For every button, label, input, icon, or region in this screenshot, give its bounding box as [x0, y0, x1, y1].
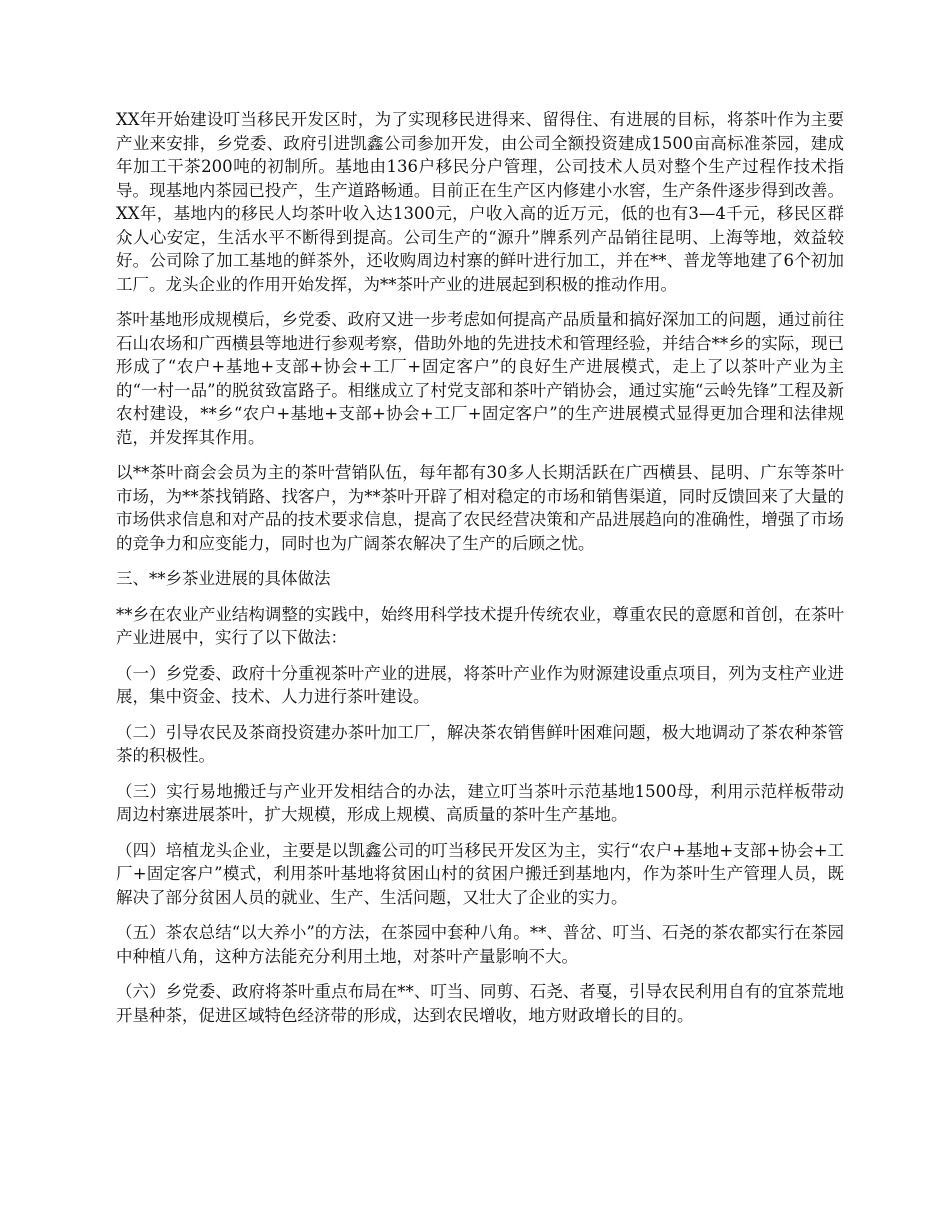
list-item-1: （一）乡党委、政府十分重视茶叶产业的进展，将茶叶产业作为财源建设重点项目，列为支柱产业进展，集中资金、技术、人力进行茶叶建设。 — [116, 663, 844, 706]
list-item-5: （五）茶农总结“以大养小”的方法，在茶园中套种八角。**、普岔、叮当、石尧的茶农都实行在茶园中种植八角，这种方法能充分利用土地，对茶叶产量影响不大。 — [116, 923, 844, 966]
list-item-3: （三）实行易地搬迁与产业开发相结合的办法，建立叮当茶叶示范基地1500母，利用示范样板带动周边村寨进展茶叶，扩大规模，形成上规模、高质量的茶叶生产基地。 — [116, 781, 844, 824]
section-intro: **乡在农业产业结构调整的实践中，始终用科学技术提升传统农业，尊重农民的意愿和首创，在茶叶产业进展中，实行了以下做法： — [116, 604, 844, 647]
paragraph-2: 茶叶基地形成规模后，乡党委、政府又进一步考虑如何提高产品质量和搞好深加工的问题，通过前往石山农场和广西横县等地进行参观考察，借助外地的先进技术和管理经验，并结合**乡的实际，现已形成了“农户+基地+支部+协会+工厂+固定客户”的良好生产进展模式，走上了以茶叶产业为主的“一村一品”的脱贫致富路子。相继成立了村党支部和茶叶产销协会，通过实施“云岭先锋”工程及新农村建设，**乡“农户+基地+支部+协会+工厂+固定客户”的生产进展模式显得更加合理和法律规范，并发挥其作用。 — [116, 310, 844, 447]
document-body — [116, 108, 844, 1039]
list-item-4: （四）培植龙头企业，主要是以凯鑫公司的叮当移民开发区为主，实行“农户+基地+支部+协会+工厂+固定客户”模式，利用茶叶基地将贫困山村的贫困户搬迁到基地内，作为茶叶生产管理人员，既解决了部分贫困人员的就业、生产、生活问题，又壮大了企业的实力。 — [116, 840, 844, 907]
section-heading: 三、**乡茶业进展的具体做法 — [116, 569, 331, 588]
list-item-2: （二）引导农民及茶商投资建办茶叶加工厂，解决茶农销售鲜叶困难问题，极大地调动了茶农种茶管茶的积极性。 — [116, 722, 844, 765]
paragraph-1: XX年开始建设叮当移民开发区时，为了实现移民进得来、留得住、有进展的目标，将茶叶作为主要产业来安排，乡党委、政府引进凯鑫公司参加开发，由公司全额投资建成1500亩高标准茶园，建成年加工干茶200吨的初制所。基地由136户移民分户管理，公司技术人员对整个生产过程作技术指导。现基地内茶园已投产，生产道路畅通。目前正在生产区内修建小水窖，生产条件逐步得到改善。XX年，基地内的移民人均茶叶收入达1300元，户收入高的近万元，低的也有3—4千元，移民区群众人心安定，生活水平不断得到提高。公司生产的“源升”牌系列产品销往昆明、上海等地，效益较好。公司除了加工基地的鲜茶外，还收购周边村寨的鲜叶进行加工，并在**、普龙等地建了6个初加工厂。龙头企业的作用开始发挥，为**茶叶产业的进展起到积极的推动作用。 — [116, 110, 844, 294]
list-item-6: （六）乡党委、政府将茶叶重点布局在**、叮当、同剪、石尧、者戛，引导农民利用自有的宜茶荒地开垦种茶，促进区域特色经济带的形成，达到农民增收，地方财政增长的目的。 — [116, 982, 844, 1025]
paragraph-3: 以**茶叶商会会员为主的茶叶营销队伍，每年都有30多人长期活跃在广西横县、昆明、广东等茶叶市场，为**茶找销路、找客户，为**茶叶开辟了相对稳定的市场和销售渠道，同时反馈回来了大量的市场供求信息和对产品的技术要求信息，提高了农民经营决策和产品进展趋向的准确性，增强了市场的竞争力和应变能力，同时也为广阔茶农解决了生产的后顾之忧。 — [116, 463, 844, 553]
